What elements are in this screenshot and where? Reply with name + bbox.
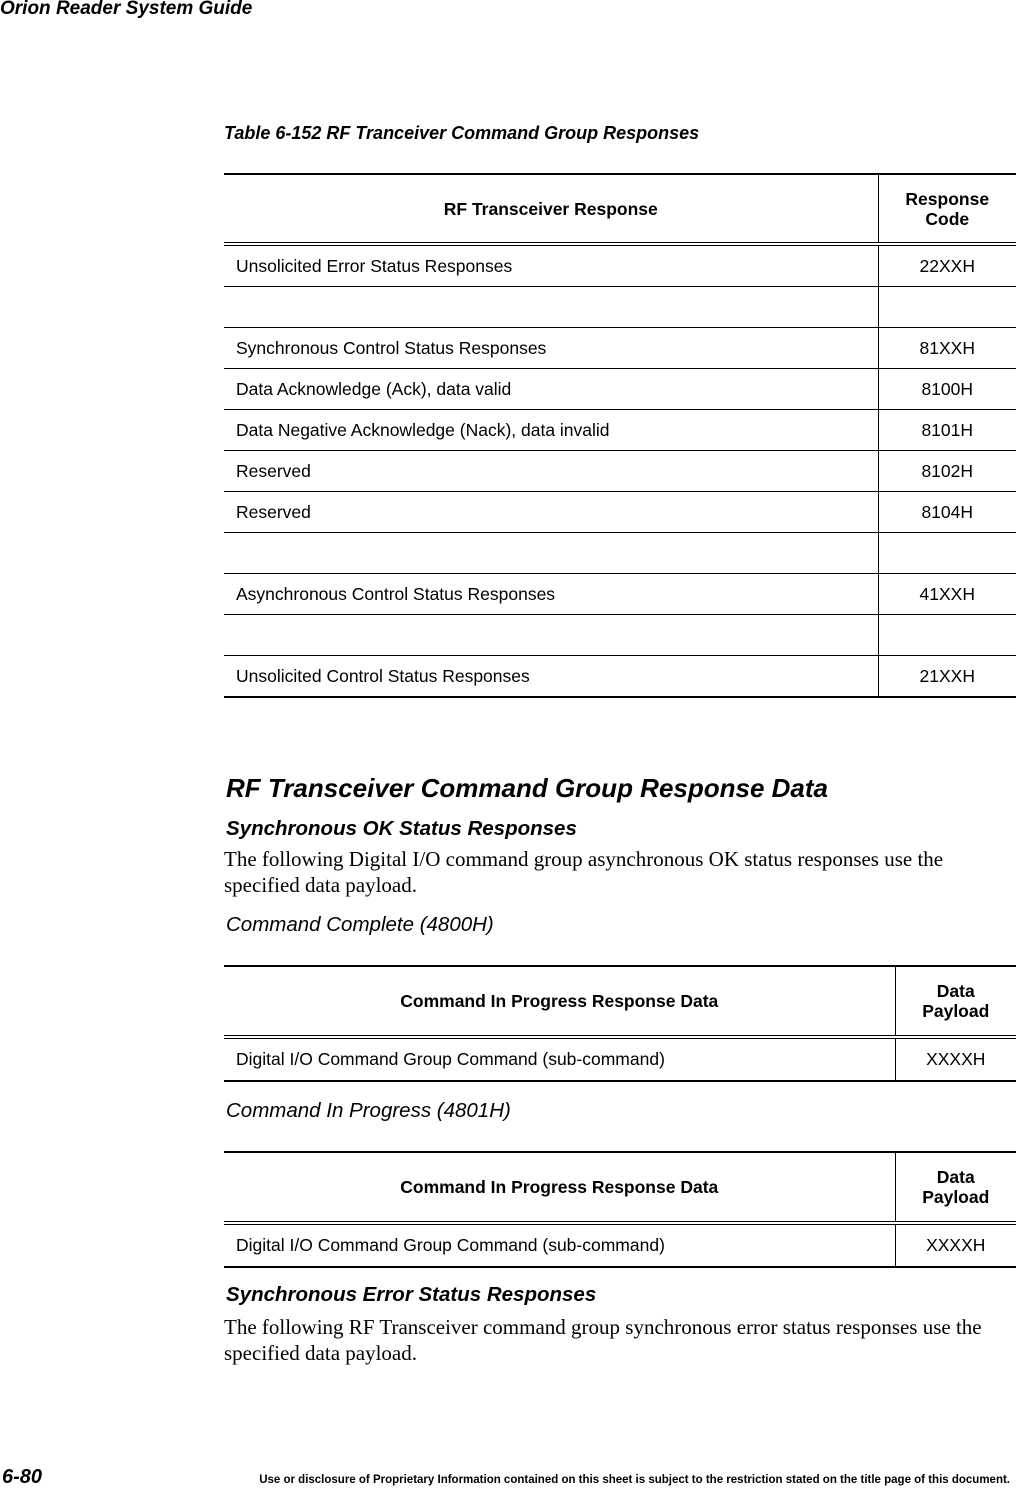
response-code (878, 287, 1016, 328)
response-code: 21XXH (878, 656, 1016, 698)
response-code: 8102H (878, 451, 1016, 492)
response-name: Data Acknowledge (Ack), data valid (224, 369, 878, 410)
data-payload-cell: XXXXH (895, 1223, 1016, 1267)
response-code: 41XXH (878, 574, 1016, 615)
header-data-payload: Data Payload (895, 966, 1016, 1037)
section-title: RF Transceiver Command Group Response Data (226, 773, 829, 803)
header-response-data: Command In Progress Response Data (224, 1152, 895, 1223)
table-row (224, 244, 1016, 287)
response-name: Reserved (224, 492, 878, 533)
table-row (224, 656, 1016, 698)
table-row (224, 369, 1016, 410)
response-data-cell: Digital I/O Command Group Command (sub-command) (224, 1037, 895, 1081)
sync-error-body: The following RF Transceiver command group synchronous error status responses use the specified data payload. (224, 1315, 982, 1365)
command-complete-heading: Command Complete (4800H) (226, 913, 494, 936)
response-name: Unsolicited Error Status Responses (224, 244, 878, 287)
table-row (224, 492, 1016, 533)
response-name: Data Negative Acknowledge (Nack), data invalid (224, 410, 878, 451)
table-row (224, 410, 1016, 451)
table-row (224, 574, 1016, 615)
response-name (224, 533, 878, 574)
table-row (224, 328, 1016, 369)
footer-note: Use or disclosure of Proprietary Information contained on this sheet is subject to the restriction stated on the title page of this document. (259, 1474, 1010, 1486)
data-payload-cell: XXXXH (895, 1037, 1016, 1081)
response-name: Unsolicited Control Status Responses (224, 656, 878, 698)
rf-responses-table (224, 173, 1016, 698)
table-row (224, 451, 1016, 492)
response-name (224, 615, 878, 656)
table-header-row (224, 1152, 1016, 1223)
table-row-empty (224, 533, 1016, 574)
sync-ok-heading: Synchronous OK Status Responses (226, 817, 577, 840)
response-code: 8101H (878, 410, 1016, 451)
response-code: 8104H (878, 492, 1016, 533)
response-name (224, 287, 878, 328)
command-in-progress-table (224, 1151, 1016, 1268)
table-row (224, 1223, 1016, 1267)
table-header-row (224, 966, 1016, 1037)
sync-error-heading: Synchronous Error Status Responses (226, 1283, 597, 1306)
running-header: Orion Reader System Guide (0, 0, 253, 19)
response-name: Reserved (224, 451, 878, 492)
table-row-empty (224, 615, 1016, 656)
sync-ok-body: The following Digital I/O command group asynchronous OK status responses use the specified data payload. (224, 847, 944, 897)
header-response-code: Response Code (878, 174, 1016, 244)
command-in-progress-heading: Command In Progress (4801H) (226, 1099, 511, 1122)
response-code: 22XXH (878, 244, 1016, 287)
response-name: Synchronous Control Status Responses (224, 328, 878, 369)
header-data-payload: Data Payload (895, 1152, 1016, 1223)
table-row (224, 1037, 1016, 1081)
command-complete-table (224, 965, 1016, 1082)
page-number: 6-80 (2, 1466, 43, 1488)
header-rf-transceiver-response: RF Transceiver Response (224, 174, 878, 244)
response-name: Asynchronous Control Status Responses (224, 574, 878, 615)
response-data-cell: Digital I/O Command Group Command (sub-command) (224, 1223, 895, 1267)
response-code: 81XXH (878, 328, 1016, 369)
table-caption: Table 6-152 RF Tranceiver Command Group Responses (224, 123, 700, 143)
response-code (878, 615, 1016, 656)
response-code: 8100H (878, 369, 1016, 410)
response-code (878, 533, 1016, 574)
header-response-data: Command In Progress Response Data (224, 966, 895, 1037)
table-row-empty (224, 287, 1016, 328)
table-header-row (224, 174, 1016, 244)
